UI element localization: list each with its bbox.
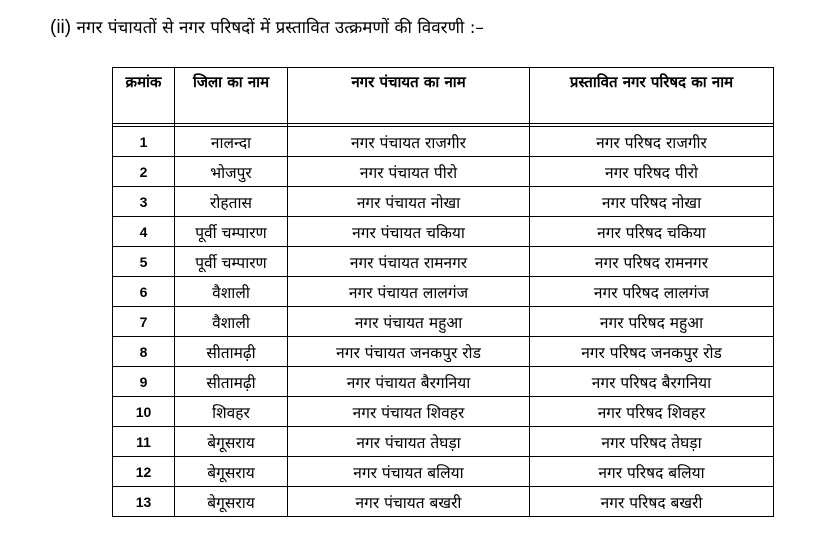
district-cell: पूर्वी चम्पारण (175, 217, 288, 247)
header-serial: क्रमांक (113, 68, 175, 124)
table-row (113, 217, 774, 247)
serial-cell: 2 (113, 157, 175, 187)
nagar-parishad-cell: नगर परिषद पीरो (530, 157, 774, 187)
nagar-panchayat-cell: नगर पंचायत पीरो (288, 157, 530, 187)
nagar-parishad-cell: नगर परिषद लालगंज (530, 277, 774, 307)
table-row (113, 427, 774, 457)
serial-cell: 6 (113, 277, 175, 307)
district-cell: सीतामढ़ी (175, 367, 288, 397)
nagar-parishad-cell: नगर परिषद रामनगर (530, 247, 774, 277)
table-row (113, 457, 774, 487)
district-cell: पूर्वी चम्पारण (175, 247, 288, 277)
district-cell: बेगूसराय (175, 487, 288, 517)
serial-cell: 9 (113, 367, 175, 397)
serial-cell: 11 (113, 427, 175, 457)
serial-cell: 10 (113, 397, 175, 427)
header-nagar-panchayat: नगर पंचायत का नाम (288, 68, 530, 124)
header-proposed-nagar-parishad: प्रस्तावित नगर परिषद का नाम (530, 68, 774, 124)
nagar-panchayat-cell: नगर पंचायत महुआ (288, 307, 530, 337)
nagar-panchayat-cell: नगर पंचायत चकिया (288, 217, 530, 247)
serial-cell: 4 (113, 217, 175, 247)
serial-cell: 7 (113, 307, 175, 337)
nagar-parishad-cell: नगर परिषद तेघड़ा (530, 427, 774, 457)
table-row (113, 337, 774, 367)
nagar-parishad-cell: नगर परिषद राजगीर (530, 127, 774, 157)
upgrade-proposal-table (112, 67, 774, 517)
nagar-parishad-cell: नगर परिषद नोखा (530, 187, 774, 217)
nagar-parishad-cell: नगर परिषद शिवहर (530, 397, 774, 427)
district-cell: सीतामढ़ी (175, 337, 288, 367)
serial-cell: 13 (113, 487, 175, 517)
nagar-parishad-cell: नगर परिषद महुआ (530, 307, 774, 337)
serial-cell: 3 (113, 187, 175, 217)
nagar-panchayat-cell: नगर पंचायत बखरी (288, 487, 530, 517)
table-row (113, 487, 774, 517)
table-row (113, 307, 774, 337)
serial-cell: 8 (113, 337, 175, 367)
district-cell: भोजपुर (175, 157, 288, 187)
nagar-panchayat-cell: नगर पंचायत तेघड़ा (288, 427, 530, 457)
table-header-row (113, 68, 774, 124)
section-title: नगर पंचायतों से नगर परिषदों में प्रस्तावित उत्क्रमणों की विवरणी :– (76, 18, 484, 38)
table-row (113, 247, 774, 277)
nagar-panchayat-cell: नगर पंचायत बलिया (288, 457, 530, 487)
nagar-panchayat-cell: नगर पंचायत जनकपुर रोड (288, 337, 530, 367)
district-cell: वैशाली (175, 307, 288, 337)
nagar-parishad-cell: नगर परिषद चकिया (530, 217, 774, 247)
table-row (113, 367, 774, 397)
serial-cell: 12 (113, 457, 175, 487)
table-row (113, 187, 774, 217)
district-cell: बेगूसराय (175, 457, 288, 487)
section-heading (50, 16, 484, 40)
nagar-panchayat-cell: नगर पंचायत शिवहर (288, 397, 530, 427)
nagar-panchayat-cell: नगर पंचायत नोखा (288, 187, 530, 217)
nagar-parishad-cell: नगर परिषद बैरगनिया (530, 367, 774, 397)
district-cell: रोहतास (175, 187, 288, 217)
table-row (113, 277, 774, 307)
table-row (113, 157, 774, 187)
table-row (113, 397, 774, 427)
nagar-parishad-cell: नगर परिषद बखरी (530, 487, 774, 517)
serial-cell: 1 (113, 127, 175, 157)
nagar-panchayat-cell: नगर पंचायत लालगंज (288, 277, 530, 307)
section-number: (ii) (50, 17, 72, 38)
district-cell: शिवहर (175, 397, 288, 427)
nagar-parishad-cell: नगर परिषद बलिया (530, 457, 774, 487)
nagar-parishad-cell: नगर परिषद जनकपुर रोड (530, 337, 774, 367)
table-row (113, 127, 774, 157)
district-cell: बेगूसराय (175, 427, 288, 457)
district-cell: नालन्दा (175, 127, 288, 157)
nagar-panchayat-cell: नगर पंचायत रामनगर (288, 247, 530, 277)
nagar-panchayat-cell: नगर पंचायत बैरगनिया (288, 367, 530, 397)
serial-cell: 5 (113, 247, 175, 277)
district-cell: वैशाली (175, 277, 288, 307)
header-district: जिला का नाम (175, 68, 288, 124)
nagar-panchayat-cell: नगर पंचायत राजगीर (288, 127, 530, 157)
table-body (113, 124, 774, 517)
